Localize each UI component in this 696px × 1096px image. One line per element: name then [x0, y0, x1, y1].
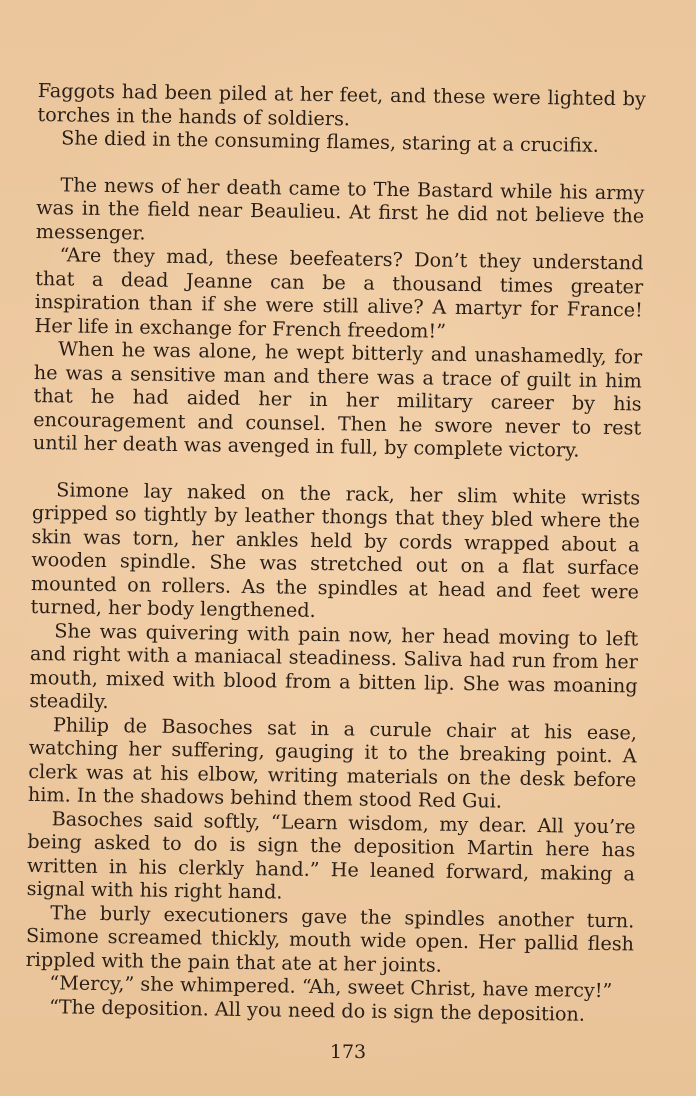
- page-body-text: [25, 79, 646, 1026]
- page-number: 173: [329, 1041, 367, 1063]
- paragraph: The burly executioners gave the spindles another turn. Simone screamed thickly, mouth wide open. Her pallid flesh rippled with the pain that ate at her joints.: [25, 900, 635, 977]
- paragraph: She was quivering with pain now, her head moving to left and right with a maniacal steadiness. Saliva had run from her mouth, mixed with blood from a bitten lip. She was moaning steadily.: [29, 618, 639, 714]
- paragraph: When he was alone, he wept bitterly and unashamedly, for he was a sensitive man and there was a trace of guilt in him that he had aided her in her military career by his encouragement and counsel. Then he swore never to rest until her death was avenged in full, by complete victory.: [32, 337, 643, 462]
- paragraph: Simone lay naked on the rack, her slim white wrists gripped so tightly by leather thongs that they bled where the skin was torn, her ankles held by cords wrapped about a wooden spindle. She was stretched out on a flat surface mounted on rollers. As the spindles at head and feet were turned, her body lengthened.: [30, 477, 641, 622]
- paragraph: Basoches said softly, “Learn wisdom, my dear. All you’re being asked to do is sign the deposition Martin here has written in his clerkly hand.” He leaned forward, making a signal with his right hand.: [26, 806, 636, 904]
- paragraph: “The deposition. All you need do is sign the deposition.: [48, 994, 586, 1026]
- paragraph: “Are they mad, these beefeaters? Don’t they understand that a dead Jeanne can be a thousand times greater inspiration than if she were still alive? A martyr for France! Her life in exchange for French freedom!”: [34, 243, 644, 343]
- paragraph: Faggots had been piled at her feet, and these were lighted by torches in the hands of soldiers.: [37, 79, 646, 130]
- paragraph: She died in the consuming flames, staring at a crucifix.: [61, 126, 599, 157]
- paragraph: “Mercy,” she whimpered. “Ah, sweet Christ, have mercy!”: [49, 971, 613, 1003]
- paragraph: Philip de Basoches sat in a curule chair at his ease, watching her suffering, gauging it to the breaking point. A clerk was at his elbow, writing materials on the desk before him. In the shadows behind them stood Red Gui.: [27, 712, 638, 813]
- paragraph: The news of her death came to The Bastard while his army was in the field near Beaulieu. At first he did not believe the messenger.: [35, 172, 645, 245]
